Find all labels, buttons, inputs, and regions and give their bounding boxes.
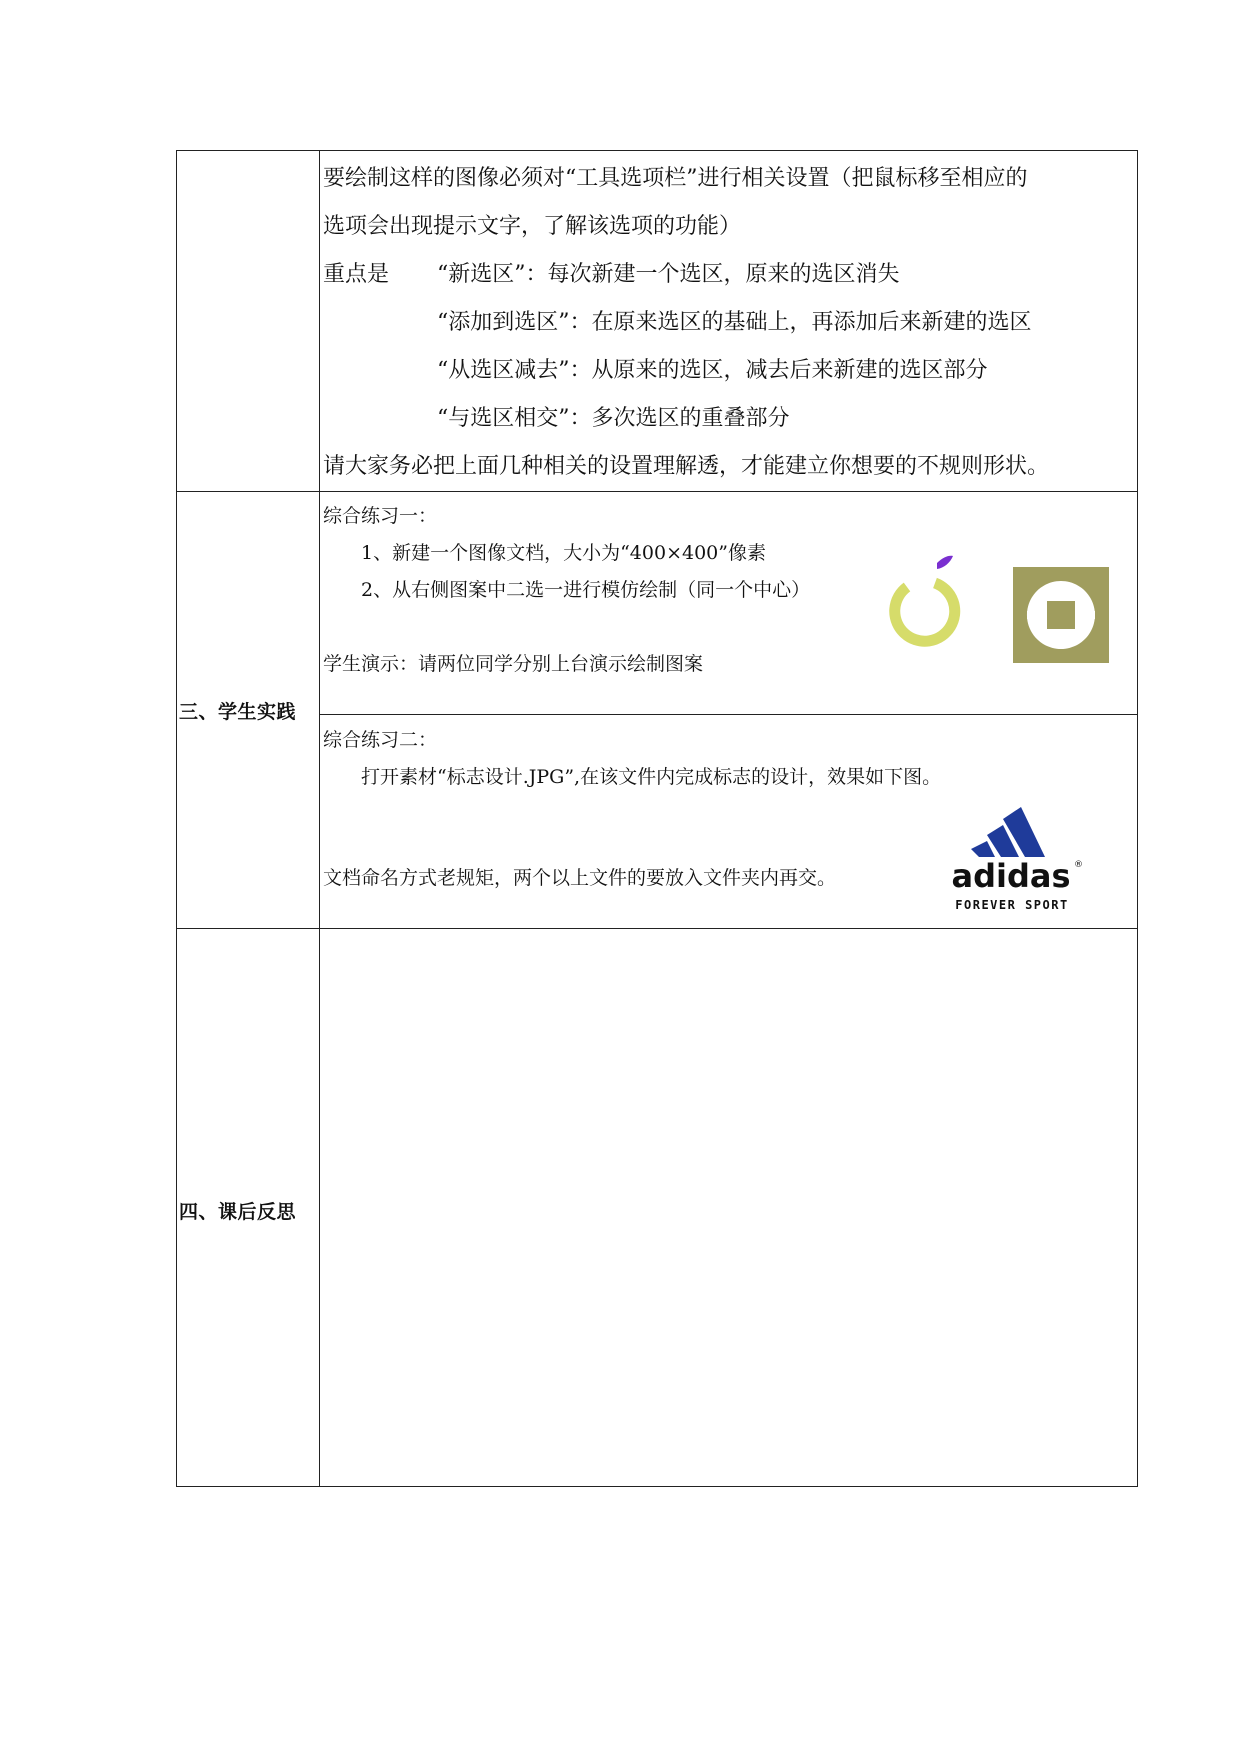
- paragraph1-line2: 选项会出现提示文字，了解该选项的功能）: [323, 214, 742, 239]
- exercise2-title: 综合练习二：: [323, 729, 438, 751]
- section-four-label: 四、课后反思: [179, 1201, 297, 1223]
- closing-line: 请大家务必把上面几种相关的设置理解透，才能建立你想要的不规则形状。: [323, 454, 1050, 479]
- leaf-icon: [937, 556, 953, 569]
- key-point-3: “从选区减去”：从原来的选区，减去后来新建的选区部分: [437, 358, 988, 383]
- row-divider-sub: [319, 714, 1137, 715]
- exercise2-naming: 文档命名方式老规矩，两个以上文件的要放入文件夹内再交。: [323, 867, 837, 889]
- section-three-label: 三、学生实践: [179, 701, 297, 723]
- lesson-table: [176, 150, 1138, 1487]
- row-divider-2: [177, 928, 1137, 929]
- key-point-prefix: 重点是: [323, 262, 390, 287]
- exercise1-demo: 学生演示：请两位同学分别上台演示绘制图案: [323, 653, 704, 675]
- paragraph1-line1: 要绘制这样的图像必须对“工具选项栏”进行相关设置（把鼠标移至相应的: [323, 166, 1028, 191]
- key-point-1: “新选区”：每次新建一个选区，原来的选区消失: [437, 262, 900, 287]
- square-logo-icon: [1013, 567, 1109, 663]
- adidas-logo-icon: [951, 797, 1083, 917]
- exercise1-title: 综合练习一：: [323, 505, 438, 527]
- key-point-2: “添加到选区”：在原来选区的基础上，再添加后来新建的选区: [437, 310, 1032, 335]
- adidas-wordmark: adidas: [951, 857, 1071, 895]
- row-divider-1: [177, 491, 1137, 492]
- exercise1-step2: 2、从右侧图案中二选一进行模仿绘制（同一个中心）: [361, 579, 811, 601]
- registered-mark: ®: [1074, 860, 1083, 870]
- adidas-tagline: FOREVER SPORT: [955, 898, 1069, 912]
- reflection-area: [320, 930, 1137, 1486]
- ring-arc-icon: [895, 583, 955, 641]
- exercise1-step1: 1、新建一个图像文档，大小为“400×400”像素: [361, 542, 766, 564]
- exercise2-instruction: 打开素材“标志设计.JPG”,在该文件内完成标志的设计，效果如下图。: [361, 766, 942, 788]
- key-point-4: “与选区相交”：多次选区的重叠部分: [437, 406, 790, 431]
- ring-logo-icon: [887, 553, 967, 653]
